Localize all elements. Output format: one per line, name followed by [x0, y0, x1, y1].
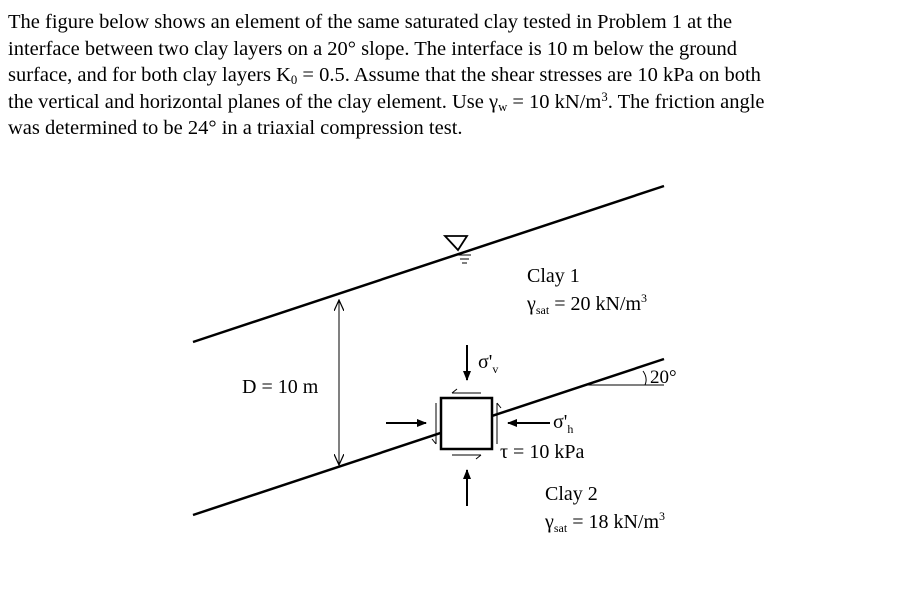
clay1-unit-weight: $\gamma_{sat} = 20$ $kN/m^3$ [527, 291, 648, 317]
problem-line-3: surface, and for both clay layers $K_0 = 0.5$. Assume that the shear stresses are 10 kPa on both [8, 64, 761, 87]
gamma-w-superscript: 3 [601, 89, 608, 104]
ground-surface-line [193, 186, 664, 342]
problem-line-5: was determined to be 24° in a triaxial compression test. [8, 117, 463, 139]
clay2-name: Clay 2 [545, 483, 598, 505]
clay1-name: Clay 1 [527, 265, 580, 287]
depth-label: D = 10 m [242, 376, 319, 398]
water-table-triangle-icon [445, 236, 471, 263]
clay2-unit-weight: $\gamma_{sat} = 18$ $kN/m^3$ [545, 509, 666, 535]
soil-element [441, 398, 492, 449]
problem-line-2: interface between two clay layers on a 20° slope. The interface is 10 m below the ground [8, 37, 738, 60]
sigma-v-label: $\sigma'_v$ [478, 351, 499, 376]
problem-line-1: The figure below shows an element of the same saturated clay tested in Problem 1 at the [8, 11, 733, 33]
angle-arc [643, 371, 646, 385]
gamma-w-subscript: w [498, 99, 508, 114]
sigma-h-label: $\sigma'_h$ [553, 411, 574, 436]
k0-subscript: 0 [290, 72, 298, 87]
tau-label: τ = 10 kPa [500, 441, 585, 463]
angle-label: 20° [650, 367, 677, 388]
problem-line-4: the vertical and horizontal planes of the clay element. Use $\gamma_w = 10$ $kN/m^3$. The friction angle [8, 89, 765, 114]
